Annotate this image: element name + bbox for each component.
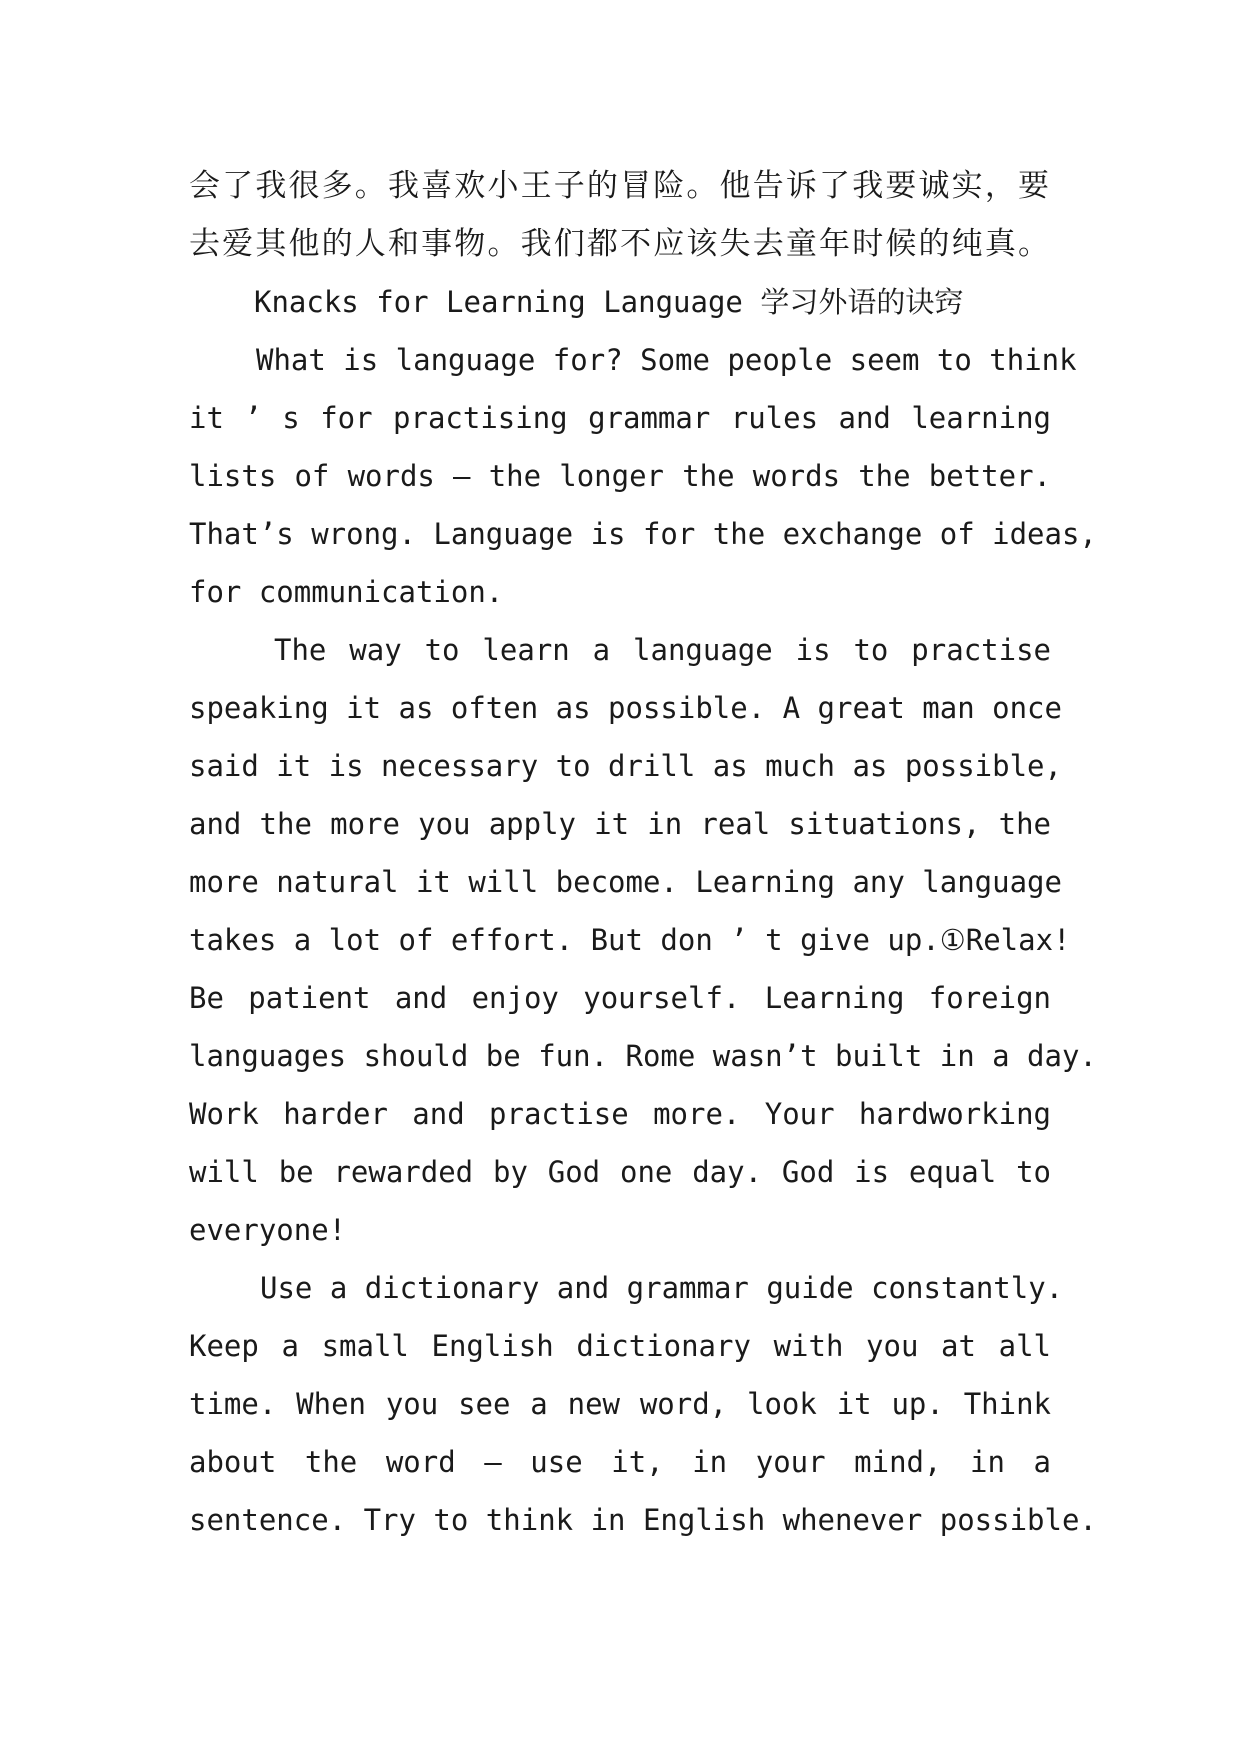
paragraph-line: it ’ s for practising grammar rules and learning	[189, 401, 1051, 435]
paragraph-line: and the more you apply it in real situations, the	[189, 807, 1051, 841]
chinese-text-line: 会了我很多。我喜欢小王子的冒险。他告诉了我要诚实，要	[189, 168, 1051, 204]
paragraph-line: What is language for? Some people seem to think	[256, 343, 1077, 377]
paragraph-line: sentence. Try to think in English whenever possible.	[189, 1503, 1097, 1537]
paragraph-line: Use a dictionary and grammar guide constantly.	[260, 1271, 1064, 1305]
paragraph-line: time. When you see a new word, look it up. Think	[189, 1387, 1051, 1421]
paragraph-line: Be patient and enjoy yourself. Learning foreign	[189, 981, 1051, 1015]
paragraph-line: lists of words — the longer the words the better.	[189, 459, 1051, 493]
paragraph-line: said it is necessary to drill as much as possible,	[189, 749, 1062, 783]
chinese-text-line: 去爱其他的人和事物。我们都不应该失去童年时候的纯真。	[189, 226, 1051, 262]
section-heading: Knacks for Learning Language 学习外语的诀窍	[254, 285, 964, 319]
paragraph-line: The way to learn a language is to practise	[274, 633, 1051, 667]
paragraph-line: That’s wrong. Language is for the exchange of ideas,	[189, 517, 1097, 551]
paragraph-line: more natural it will become. Learning any language	[189, 865, 1062, 899]
paragraph-line: everyone!	[189, 1213, 347, 1247]
paragraph-line: will be rewarded by God one day. God is equal to	[189, 1155, 1051, 1189]
paragraph-line: Work harder and practise more. Your hardworking	[189, 1097, 1051, 1131]
paragraph-line: takes a lot of effort. But don ’ t give up.①Relax!	[189, 923, 1071, 957]
paragraph-line: for communication.	[189, 575, 504, 609]
paragraph-line: about the word — use it, in your mind, in a	[189, 1445, 1051, 1479]
paragraph-line: Keep a small English dictionary with you at all	[189, 1329, 1051, 1363]
paragraph-line: speaking it as often as possible. A great man once	[189, 691, 1062, 725]
paragraph-line: languages should be fun. Rome wasn’t built in a day.	[189, 1039, 1097, 1073]
